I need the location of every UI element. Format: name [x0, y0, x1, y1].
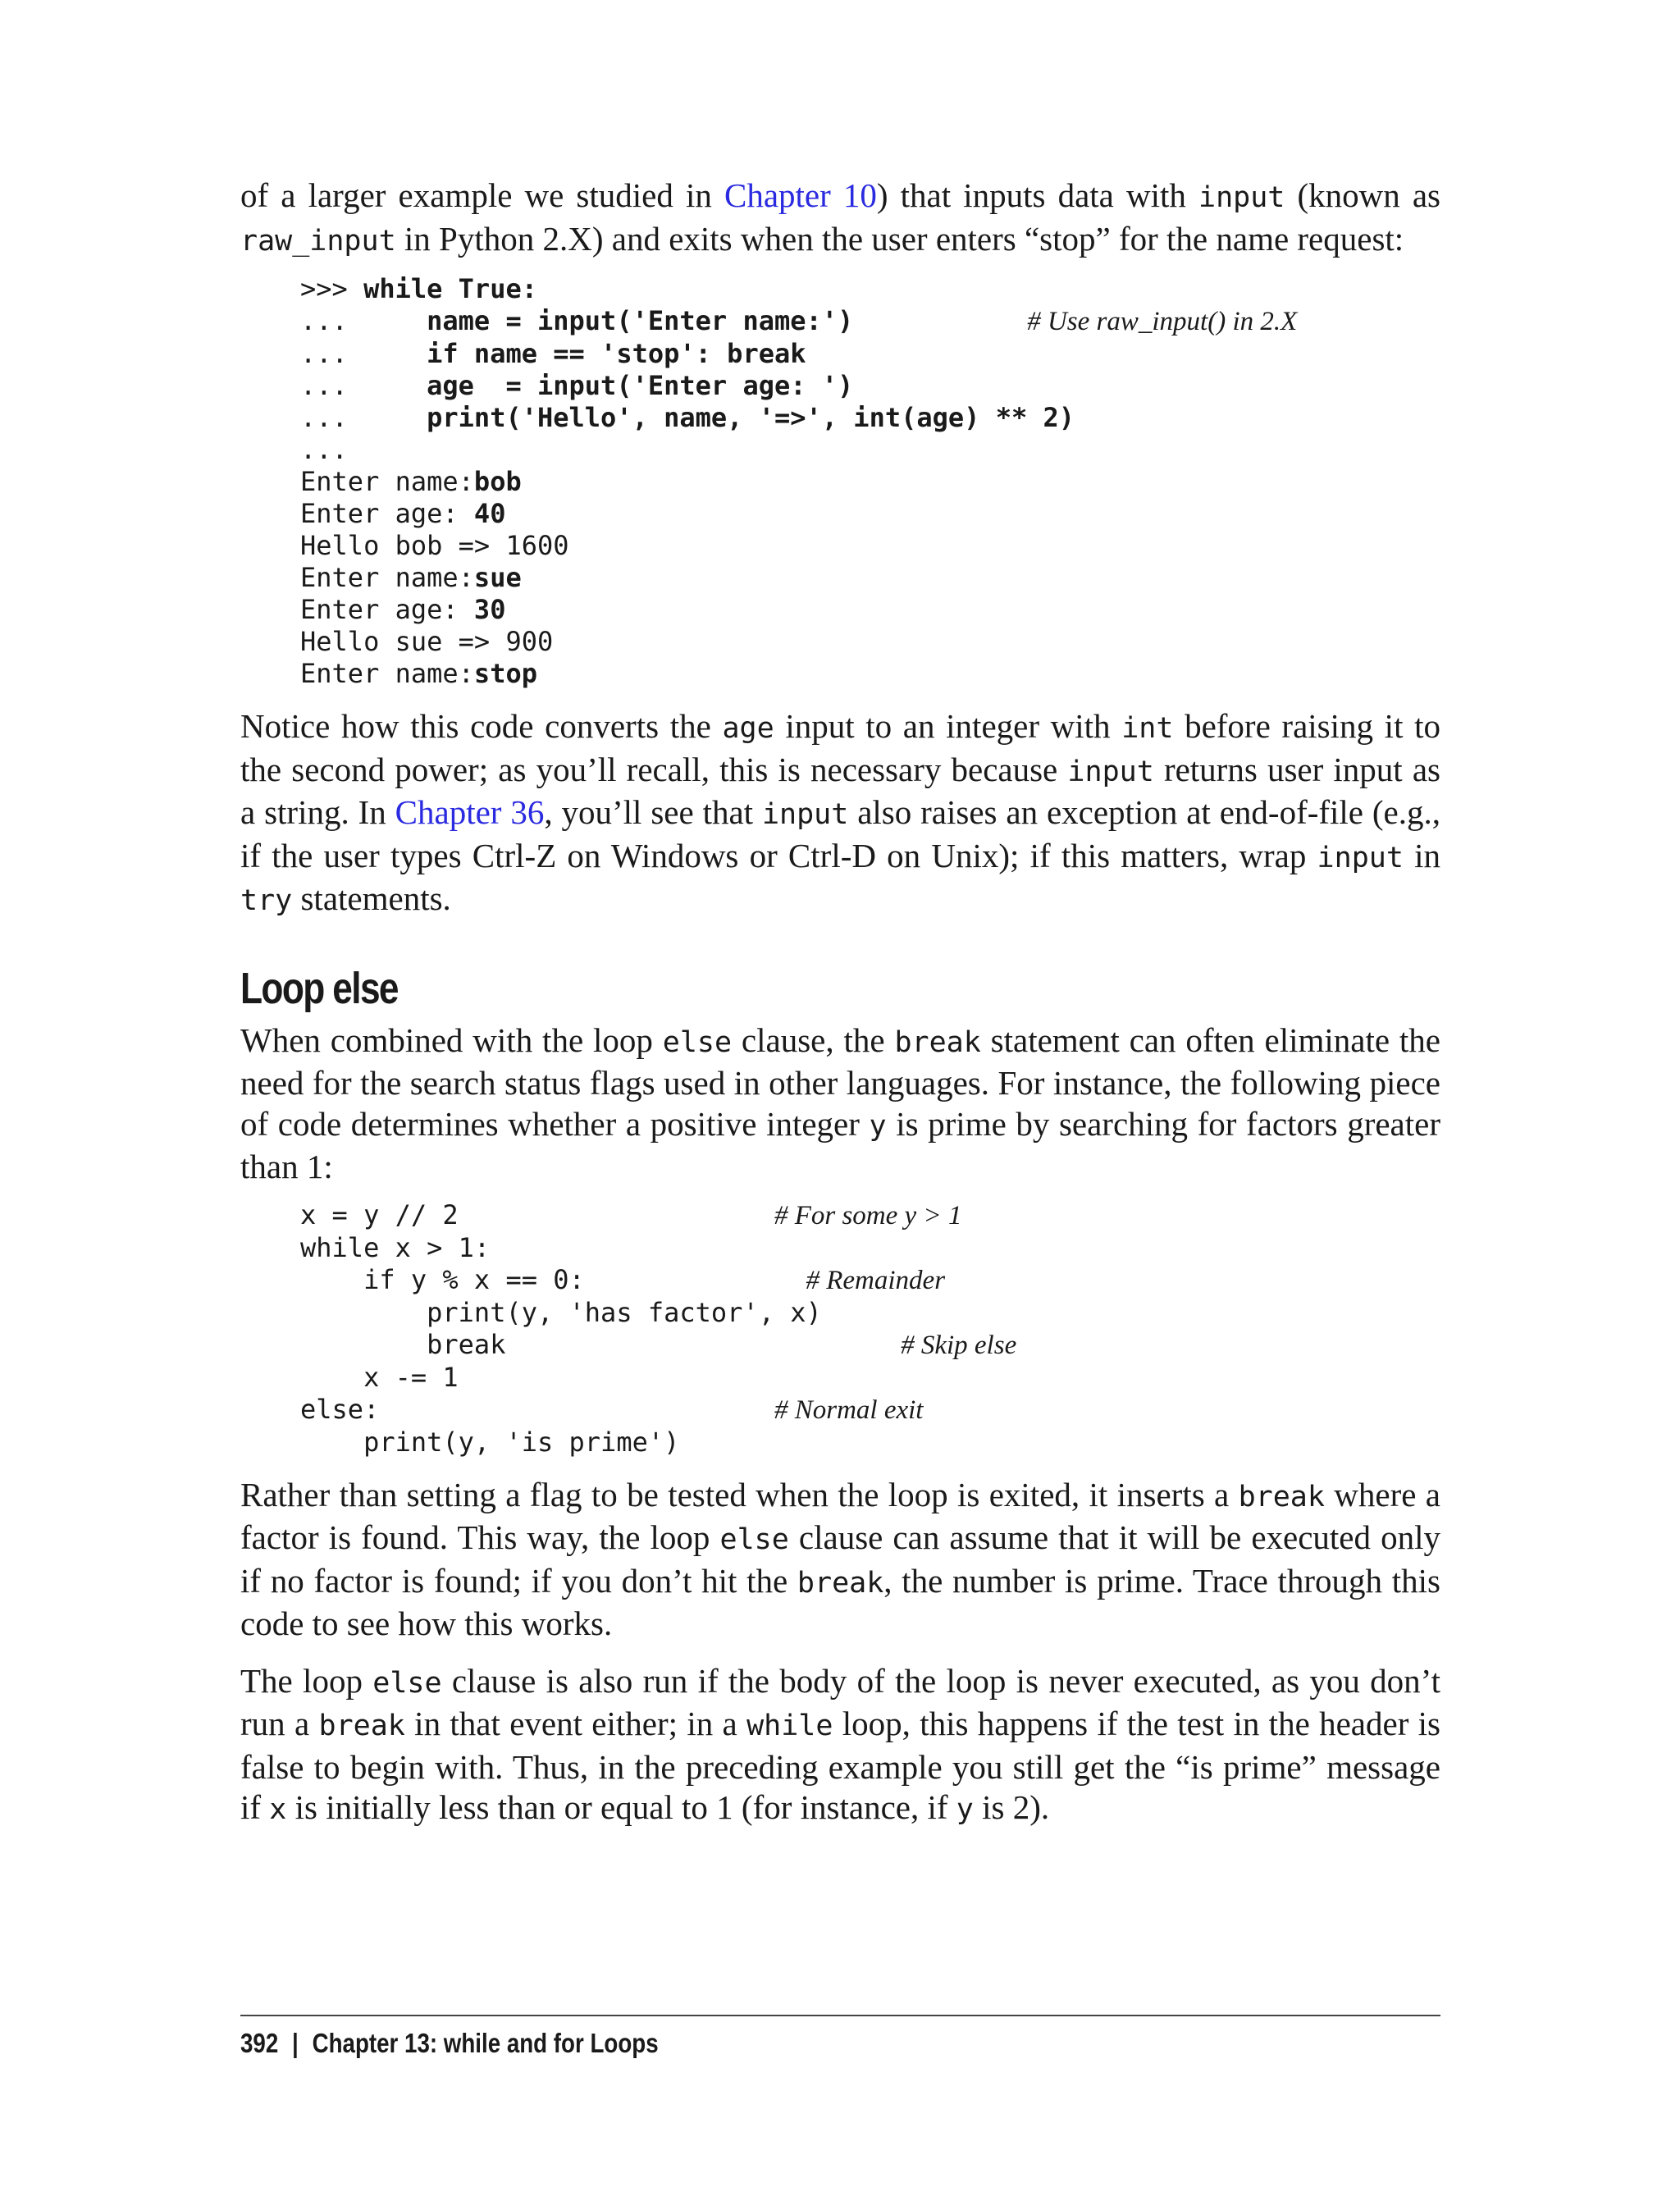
paragraph-int-conversion: Notice how this code converts the age input to an integer with int before raising it to the second power; as you’ll recall, this is necessary because input returns user input as a string. In Chapter 36, you’ll see that input also raises an exception at end-of-file (e.g., if the user types Ctrl-Z on Windows or Ctrl-D on Unix); if this matters, wrap input in try statements.	[240, 707, 1441, 917]
chapter-36-link[interactable]: Chapter 36	[395, 793, 545, 831]
inline-code: raw_input	[240, 224, 396, 258]
inline-code: break	[318, 1710, 405, 1742]
page-number: 392	[240, 2028, 279, 2058]
inline-code: age	[722, 712, 774, 745]
running-chapter-title: Chapter 13: while and for Loops	[312, 2028, 659, 2058]
inline-code: y	[869, 1109, 887, 1143]
inline-code: break	[797, 1566, 884, 1600]
paragraph-loop-else: When combined with the loop else clause, the break statement can often eliminate the need for the search status flags used in other languages. For instance, the following piece of code determines whether a positive integer y is prime by searching for factors greater than 1:	[240, 1020, 1441, 1185]
inline-code: input	[1317, 841, 1404, 874]
code-comment: # For some y > 1	[774, 1200, 962, 1230]
footer-separator: |	[292, 2028, 299, 2058]
inline-code: else	[662, 1025, 733, 1059]
code-comment: # Remainder	[806, 1265, 946, 1295]
text-run: ) that inputs data with	[876, 176, 1198, 214]
inline-code: y	[956, 1793, 974, 1826]
inline-code: x	[269, 1793, 287, 1826]
inline-code: break	[894, 1025, 981, 1059]
inline-code: int	[1121, 712, 1174, 745]
code-comment: # Use raw_input() in 2.X	[1027, 307, 1298, 336]
inline-code: else	[372, 1666, 442, 1700]
page-footer	[240, 2028, 659, 2059]
code-comment: # Skip else	[901, 1330, 1017, 1360]
inline-code: while	[746, 1710, 833, 1742]
paragraph-intro	[240, 176, 1440, 262]
footer-divider	[240, 2015, 1440, 2016]
inline-code: else	[719, 1523, 789, 1556]
text-column	[240, 176, 1440, 1831]
inline-code: input	[1067, 755, 1154, 788]
code-block-interactive: >>> while True: ... name = input('Enter name:') # Use raw_input() in 2.X ... if name == 'stop': break ... age = input('Enter age: ') ... print('Hello', name, '=>', int(age) ** 2) ... Enter name:bob Enter age: 40 Hello bob => 1600 Enter name:sue Enter age: 30 Hello sue => 900 Enter name:stop	[300, 273, 1298, 689]
section-heading: Loop else	[240, 963, 398, 1013]
text-run: in Python 2.X) and exits when the user enters “stop” for the name request:	[395, 219, 1404, 258]
paragraph-flag: Rather than setting a flag to be tested when the loop is exited, it inserts a break where a factor is found. This way, the loop else clause can assume that it will be executed only if no factor is found; if you don’t hit the break, the number is prime. Trace through this code to see how this works.	[240, 1475, 1441, 1642]
inline-code: input	[1198, 181, 1285, 214]
inline-code: try	[240, 884, 293, 917]
inline-code: break	[1238, 1480, 1325, 1513]
paragraph-else-run: The loop else clause is also run if the body of the loop is never executed, as you don’t run a break in that event either; in a while loop, this happens if the test in the header is false to begin with. Thus, in the preceding example you still get the “is prime” message if x is initially less than or equal to 1 (for instance, if y is 2).	[240, 1661, 1441, 1826]
code-block-prime: x = y // 2 # For some y > 1 while x > 1: if y % x == 0: # Remainder print(y, 'has factor', x) break # Skip else x -= 1 else: # Normal exit print(y, 'is prime')	[300, 1198, 1017, 1458]
code-comment: # Normal exit	[774, 1395, 924, 1425]
text-run: of a larger example we studied in	[240, 176, 724, 214]
text-run: (known as	[1285, 176, 1440, 214]
chapter-10-link[interactable]: Chapter 10	[724, 176, 877, 214]
inline-code: input	[761, 798, 849, 831]
